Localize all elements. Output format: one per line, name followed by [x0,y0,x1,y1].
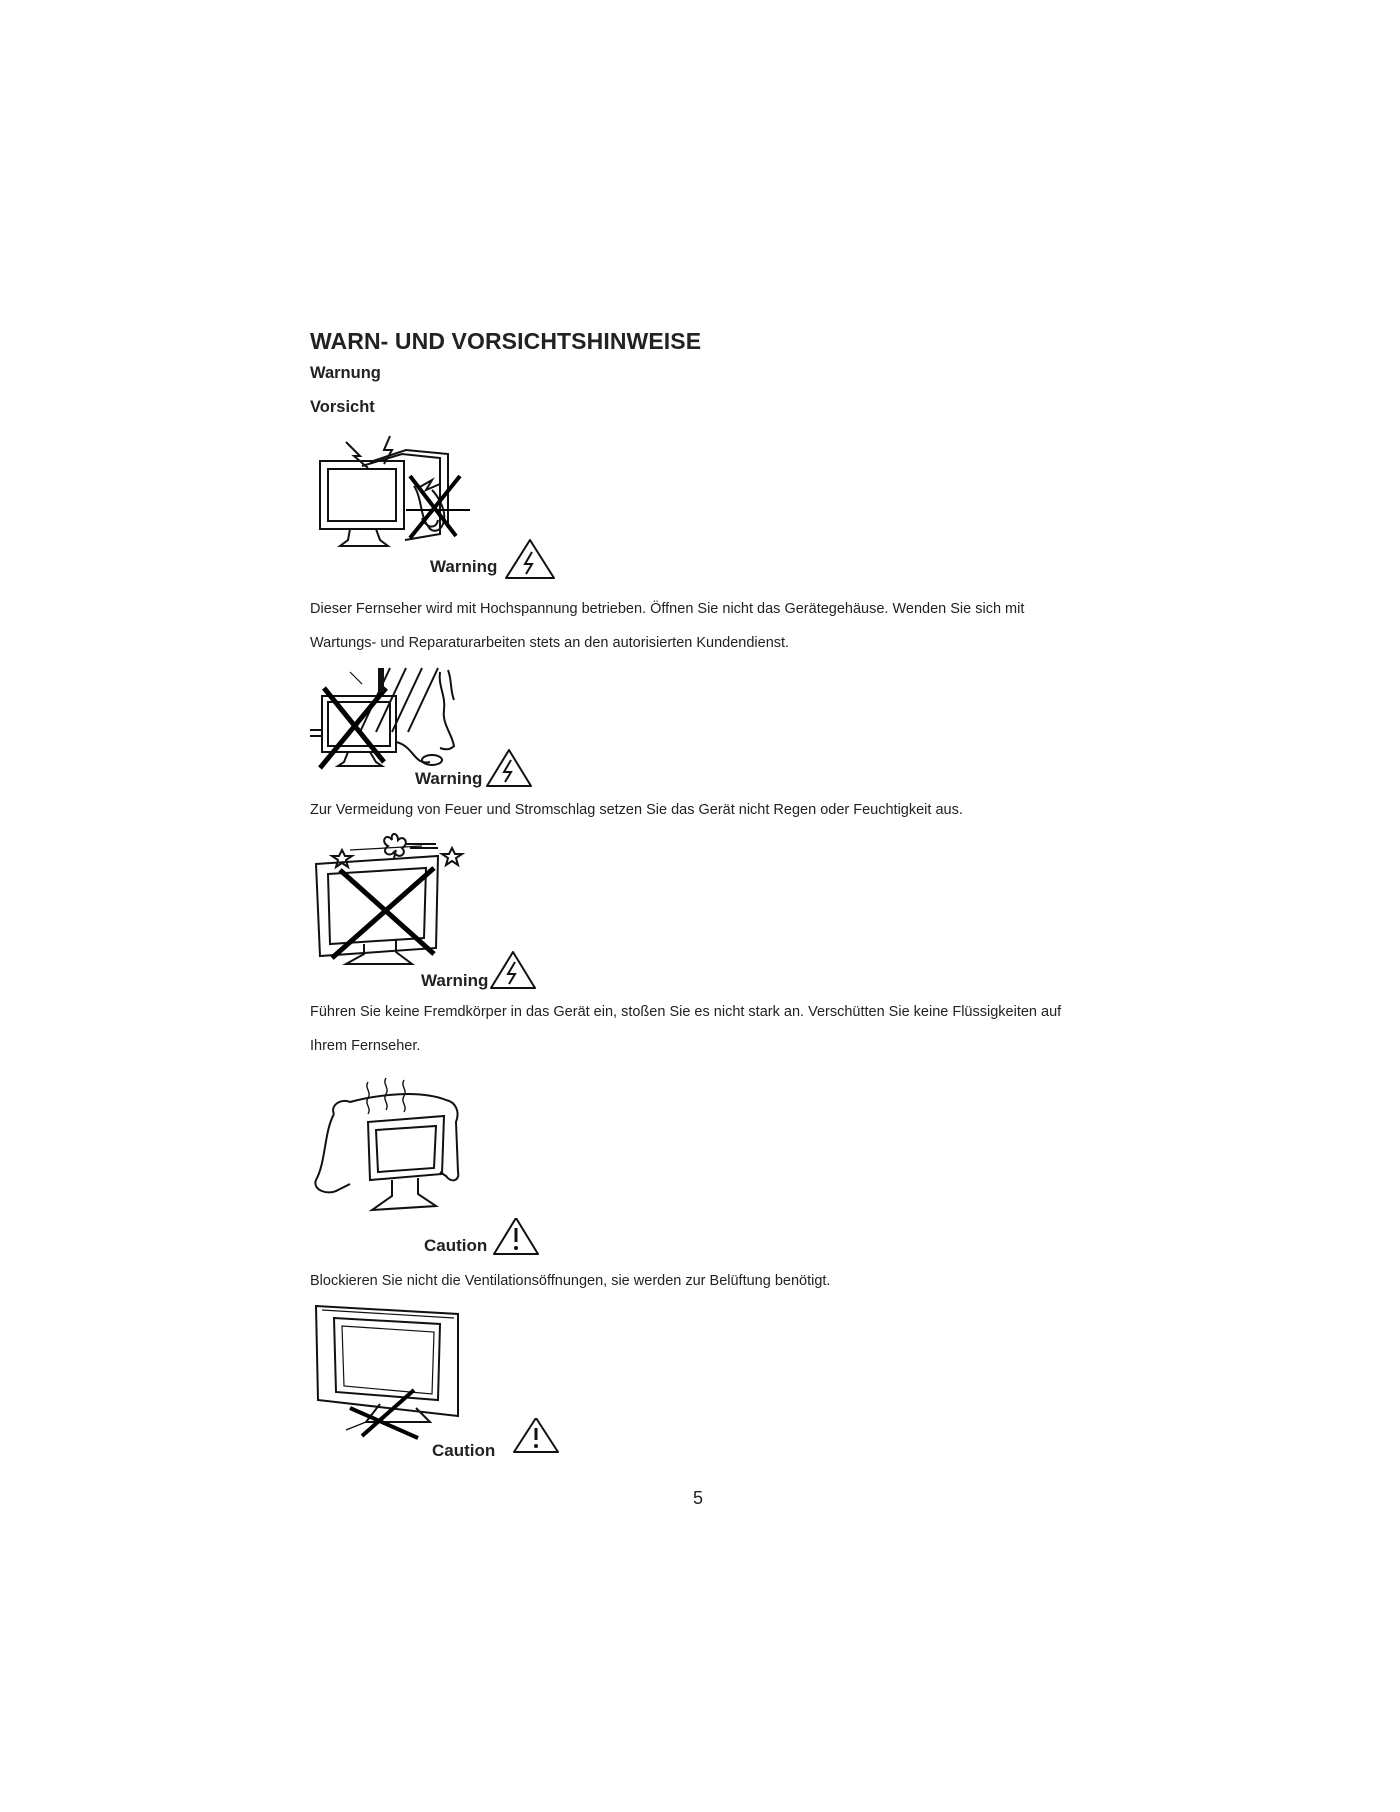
figure-3-warning-sigil [419,950,549,999]
paragraph-foreign-objects: Führen Sie keine Fremdkörper in das Gerät ein, stoßen Sie es nicht stark an. Verschütten Sie keine Flüssigkeiten auf Ihrem Fernseher. [310,1004,1062,1054]
warning-label: Warning [430,557,498,576]
figure-tv-foreign-objects [310,830,480,970]
caution-label: Caution [424,1236,488,1255]
lightning-triangle-icon [487,750,531,786]
figure-1-warning-sigil [428,538,558,587]
subtitle-warnung: Warnung [310,364,381,382]
figure-4-caution-sigil [422,1218,552,1267]
figure-2-warning-sigil [413,748,543,797]
figure-5-caution-sigil [430,1418,570,1467]
exclamation-triangle-icon [494,1218,538,1254]
paragraph-high-voltage: Dieser Fernseher wird mit Hochspannung betrieben. Öffnen Sie nicht das Gerätegehäuse. Wenden Sie sich mit Wartungs- und Reparaturarbeiten stets an den autorisierten Kundendienst. [310,601,1025,651]
paragraph-ventilation: Blockieren Sie nicht die Ventilationsöffnungen, sie werden zur Belüftung benötigt. [310,1273,831,1289]
paragraph-fire-shock: Zur Vermeidung von Feuer und Stromschlag setzen Sie das Gerät nicht Regen oder Feuchtigkeit aus. [310,802,963,818]
exclamation-triangle-icon [514,1418,558,1452]
lightning-triangle-icon [491,952,535,988]
subtitle-vorsicht: Vorsicht [310,398,375,416]
caution-label: Caution [432,1441,496,1460]
lightning-triangle-icon [506,540,554,578]
warning-label: Warning [415,769,483,788]
page-title: WARN- UND VORSICHTSHINWEISE [310,328,702,354]
page-number: 5 [693,1488,704,1508]
figure-tv-covered-ventilation [310,1072,480,1222]
warning-label: Warning [421,971,489,990]
